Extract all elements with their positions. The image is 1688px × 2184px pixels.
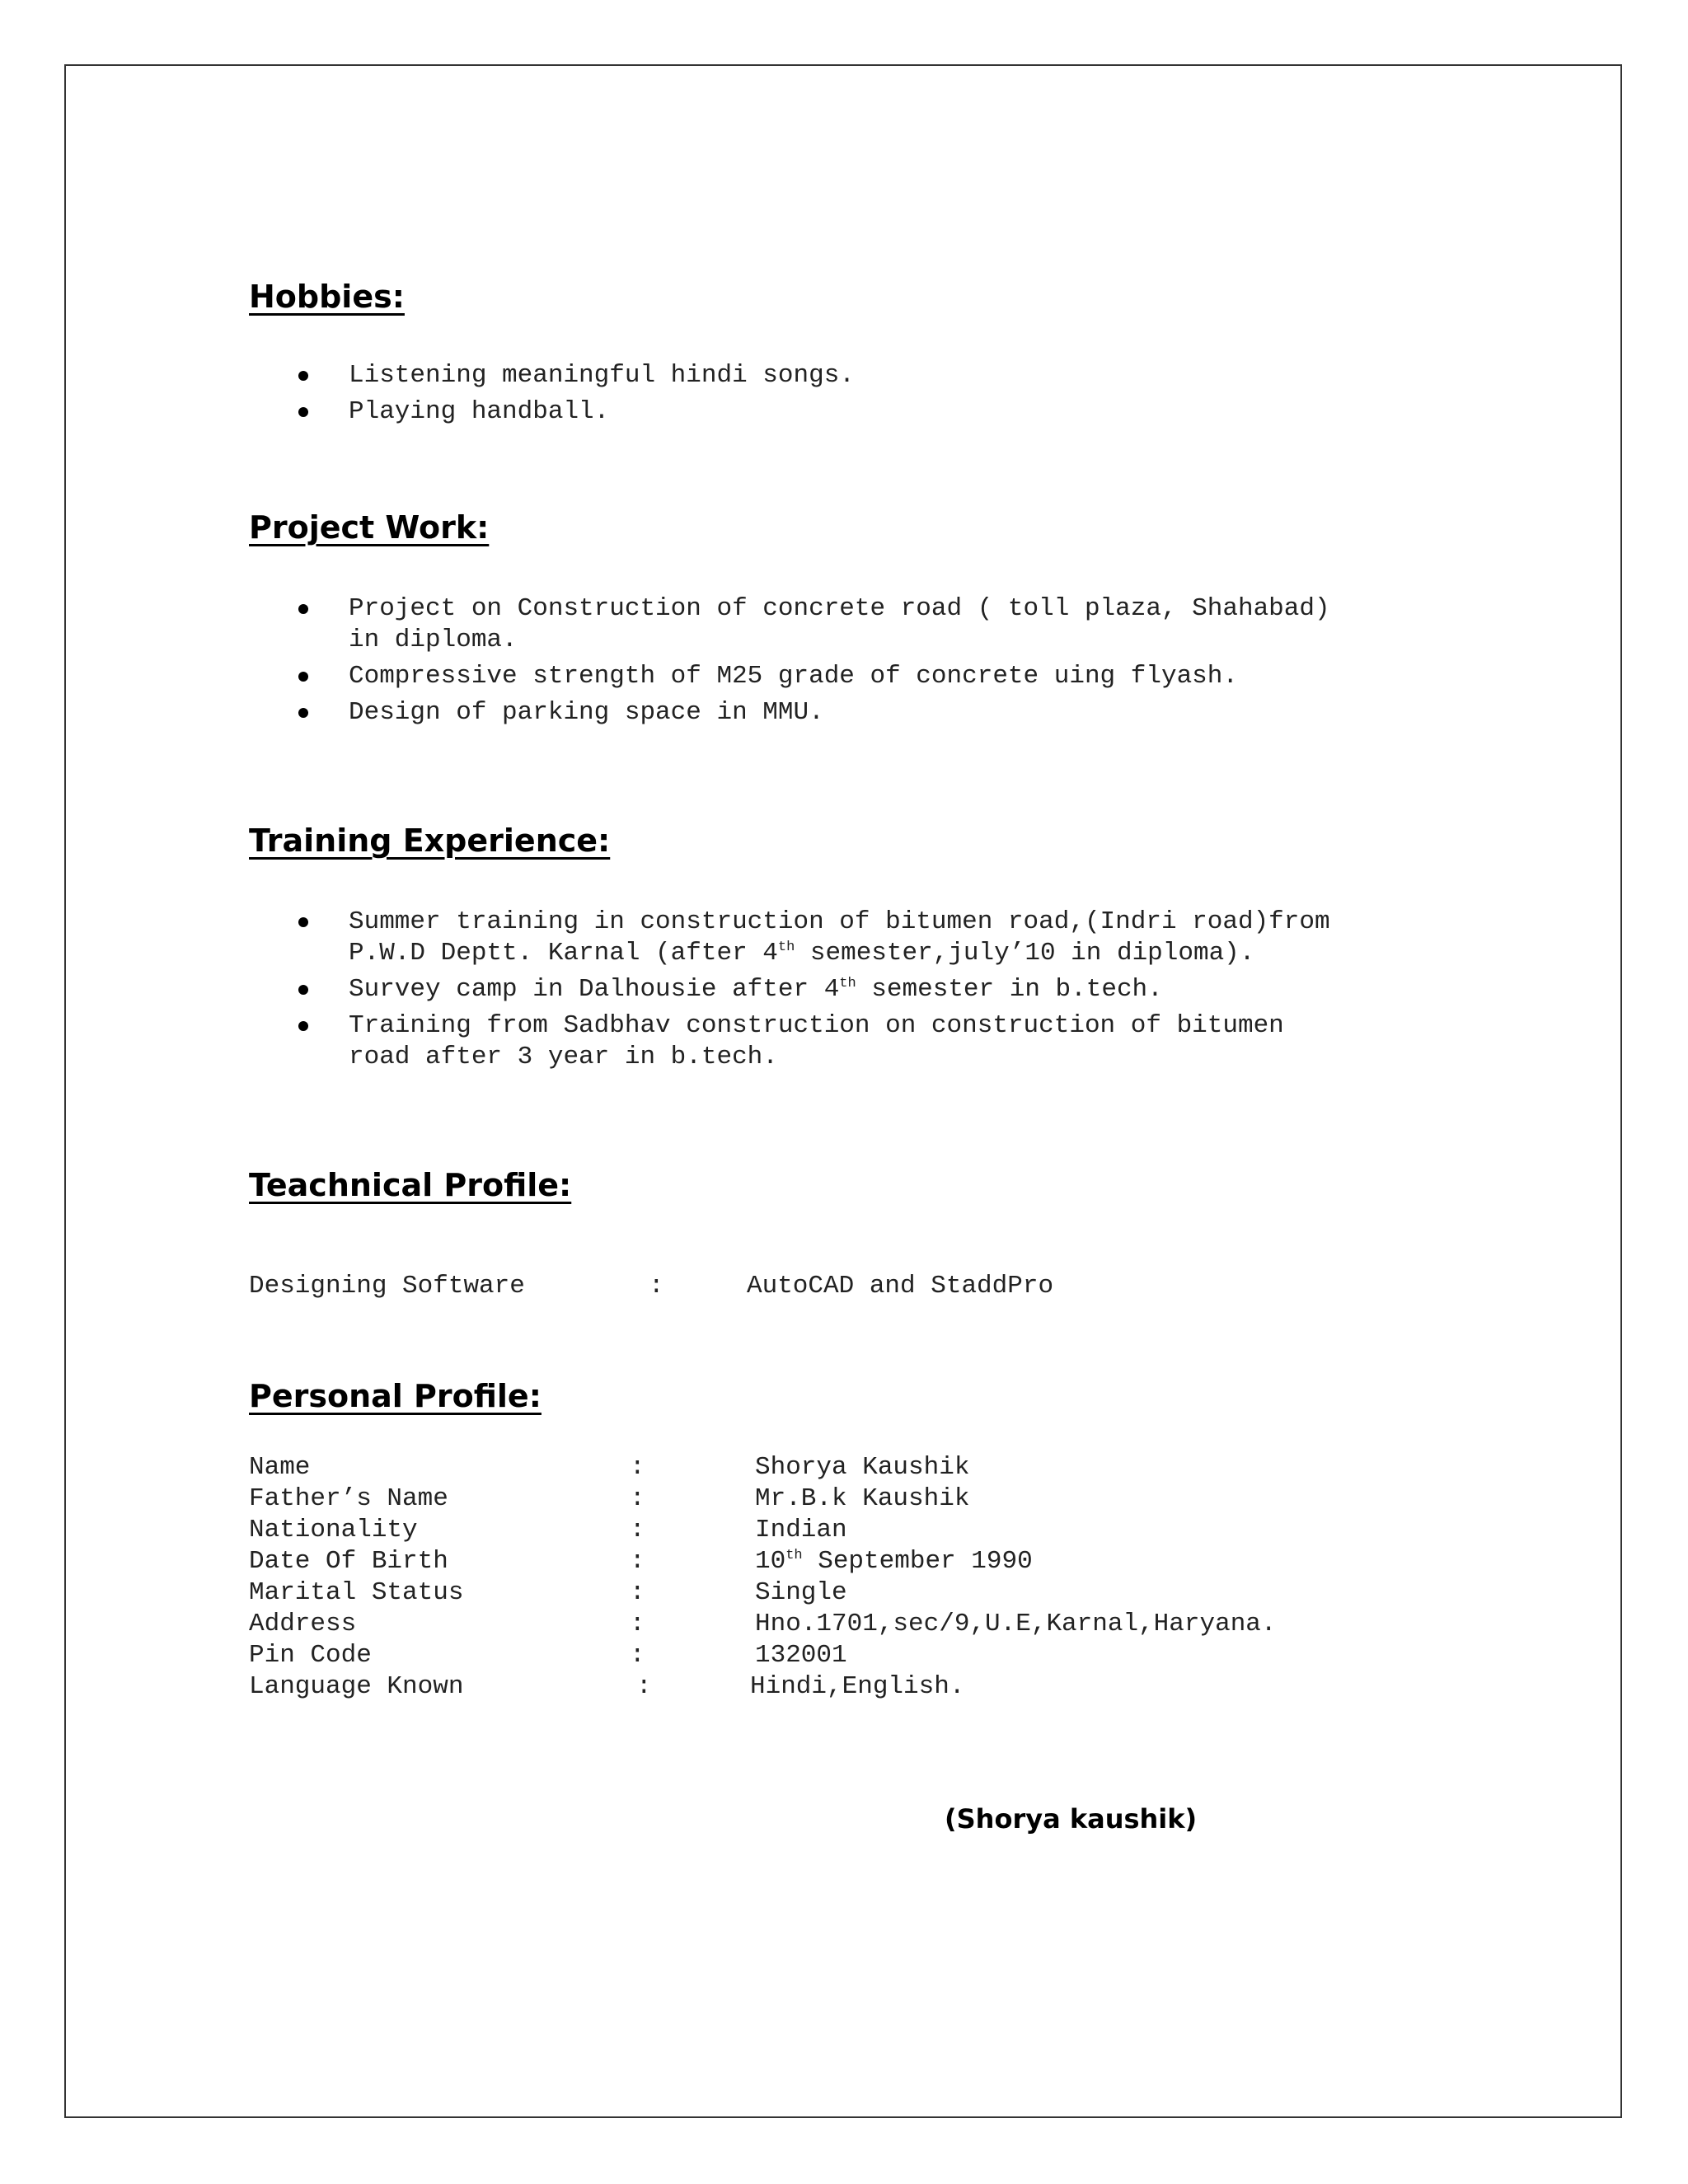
bullet-icon	[298, 604, 308, 614]
profile-row-marital: Marital Status : Single	[249, 1578, 847, 1607]
personal-profile-table	[249, 1452, 1485, 1703]
software-value: AutoCAD and StaddPro	[747, 1272, 1054, 1301]
list-item: Survey camp in Dalhousie after 4th semester in b.tech.	[297, 974, 1467, 1005]
list-item: Design of parking space in MMU.	[297, 697, 1467, 729]
bullet-icon	[298, 985, 308, 995]
list-item: Compressive strength of M25 grade of concrete uing flyash.	[297, 661, 1467, 692]
bullet-icon	[298, 708, 308, 718]
list-item: Project on Construction of concrete road ( toll plaza, Shahabad) in diploma.	[297, 593, 1467, 656]
bullet-icon	[298, 371, 308, 381]
bullet-icon	[298, 407, 308, 417]
bullet-icon	[298, 1021, 308, 1031]
profile-row-nationality: Nationality : Indian	[249, 1516, 847, 1544]
list-item: Training from Sadbhav construction on construction of bitumen road after 3 year in b.tech.	[297, 1010, 1467, 1073]
profile-row-pin: Pin Code : 132001	[249, 1641, 847, 1670]
profile-row-name: Name : Shorya Kaushik	[249, 1453, 970, 1482]
profile-row-address: Address : Hno.1701,sec/9,U.E,Karnal,Haryana.	[249, 1610, 1277, 1638]
hobbies-heading: Hobbies:	[249, 279, 405, 315]
project-work-heading: Project Work:	[249, 509, 490, 546]
software-label: Designing Software	[249, 1272, 525, 1301]
list-item: Summer training in construction of bitumen road,(Indri road)from P.W.D Deptt. Karnal (after 4th semester,july’10 in diploma).	[297, 907, 1467, 969]
profile-row-father: Father’s Name : Mr.B.k Kaushik	[249, 1484, 970, 1513]
hobbies-list	[297, 360, 1467, 433]
list-item: Listening meaningful hindi songs.	[297, 360, 1467, 391]
personal-profile-heading: Personal Profile:	[249, 1378, 542, 1414]
training-list	[297, 907, 1467, 1078]
bullet-icon	[298, 672, 308, 682]
project-work-list	[297, 593, 1467, 733]
technical-profile-heading: Teachnical Profile:	[249, 1167, 572, 1203]
signature-name: (Shorya kaushik)	[945, 1803, 1198, 1835]
bullet-icon	[298, 917, 308, 927]
separator: :	[649, 1272, 664, 1301]
profile-row-language: Language Known : Hindi,English.	[249, 1672, 965, 1701]
profile-row-dob: Date Of Birth : 10th September 1990	[249, 1547, 1033, 1576]
training-heading: Training Experience:	[249, 823, 611, 859]
list-item: Playing handball.	[297, 396, 1467, 428]
